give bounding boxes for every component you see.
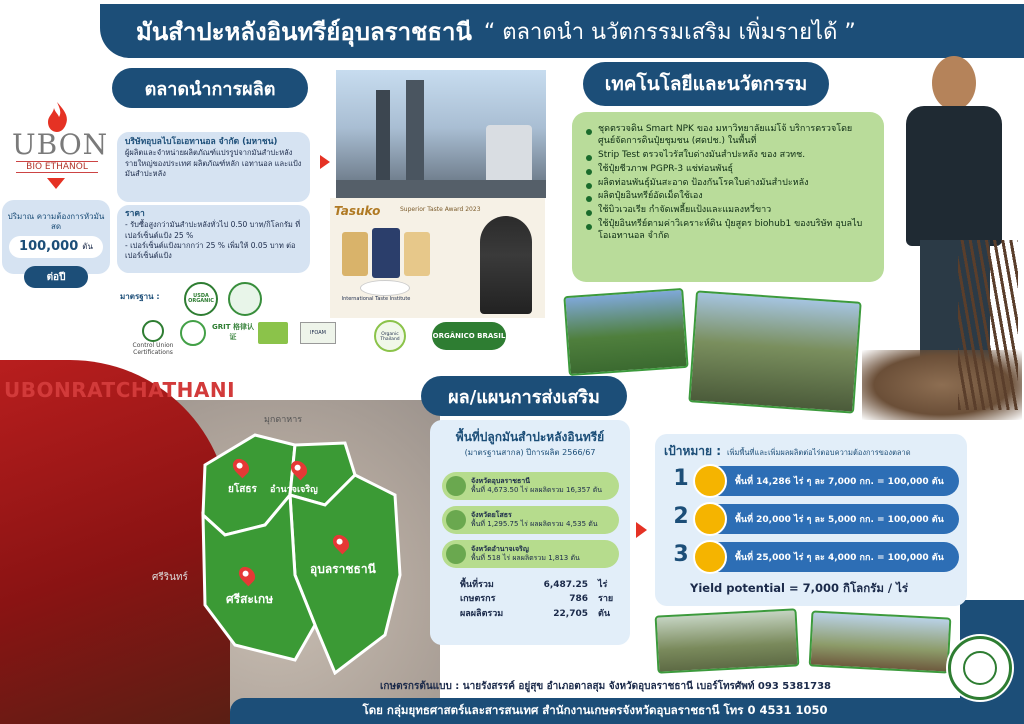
cassava-plant-icon xyxy=(446,544,466,564)
factory-tower xyxy=(376,90,390,190)
goal-row: พื้นที่ 25,000 ไร่ ๆ ละ 4,000 กก. = 100,000 ตัน xyxy=(697,542,959,572)
leaf-cert-icon xyxy=(180,320,206,346)
bullet-icon xyxy=(586,155,592,161)
area-subtitle: (มาตรฐานสากล) ปีการผลิต 2566/67 xyxy=(464,448,596,457)
farmer-cassava-icon xyxy=(693,502,727,536)
price-title: ราคา xyxy=(125,209,145,219)
organic-seal-logo xyxy=(228,282,262,316)
usda-organic-logo: USDA ORGANIC xyxy=(184,282,218,316)
price-box xyxy=(117,205,310,273)
organic-thailand-logo: Organic Thailand xyxy=(374,320,406,352)
product-bowl xyxy=(360,280,410,296)
red-arrow-right-icon xyxy=(320,155,330,169)
north-province-label: มุกดาหาร xyxy=(264,415,303,425)
yield-potential: Yield potential = 7,000 กิโลกรัม / ไร่ xyxy=(690,581,909,595)
logo-sub: BIO ETHANOL xyxy=(16,161,98,173)
totals-row: ผลผลิตรวม 22,705 ตัน xyxy=(460,608,610,619)
goal-heading: เป้าหมาย : xyxy=(664,444,722,458)
field-activity-photo-1 xyxy=(563,288,688,376)
area-title: พื้นที่ปลูกมันสำปะหลังอินทรีย์ xyxy=(455,430,605,444)
goal-number: 2 xyxy=(673,504,689,529)
tasuko-logo: Tasuko xyxy=(334,204,381,218)
factory-tower xyxy=(406,80,424,190)
tech-item: ใช้ปุ๋ยชีวภาพ PGPR-3 แช่ท่อนพันธุ์ xyxy=(586,164,870,176)
goal-row: พื้นที่ 14,286 ไร่ ๆ ละ 7,000 กก. = 100,000 ตัน xyxy=(697,466,959,496)
results-heading: ผล/แผนการส่งเสริม xyxy=(421,376,627,416)
red-arrow-right-icon xyxy=(636,522,647,538)
company-box xyxy=(117,132,310,202)
demand-label: ปริมาณ ความต้องการหัวมันสด xyxy=(7,212,105,232)
seal-inner xyxy=(963,651,997,685)
product-bag-2 xyxy=(372,228,400,278)
farmer-cassava-icon xyxy=(693,540,727,574)
organico-brasil-logo: ORGÂNICO BRASIL xyxy=(432,322,506,350)
factory-ground xyxy=(336,180,546,198)
tasuko-product-panel xyxy=(330,198,545,318)
taste-institute-badge: International Taste Institute xyxy=(341,296,411,302)
tech-item: ใช้ปุ๋ยอินทรีย์ตามค่าวิเคราะห์ดิน ปุ๋ยสูตร biohub1 ของบริษัท อุบลไบโอเอทานอล จำกัด xyxy=(586,219,870,243)
demand-unit: ตัน xyxy=(82,242,93,252)
totals-row: พื้นที่รวม 6,487.25 ไร่ xyxy=(460,580,608,590)
totals-table xyxy=(460,578,620,621)
official-body xyxy=(906,106,1002,246)
header-title-main: มันสำปะหลังอินทรีย์อุบลราชธานี xyxy=(136,17,472,46)
control-union-icon xyxy=(142,320,164,342)
official-head xyxy=(932,56,976,110)
city-label: UBONRATCHATHANI xyxy=(4,378,236,402)
demand-period-pill: ต่อปี xyxy=(24,266,88,288)
ubon-bio-ethanol-logo xyxy=(12,100,109,190)
demand-box xyxy=(2,200,110,274)
province-label-sisaket: ศรีสะเกษ xyxy=(226,592,274,606)
tech-item: ผลิตปุ๋ยอินทรีย์อัดเม็ดใช้เอง xyxy=(586,191,870,203)
tech-item: ใช้บิวเวอเรีย กำจัดเพลี้ยแป้งและแมลงหวี่ขาว xyxy=(586,205,870,217)
bullet-icon xyxy=(586,210,592,216)
tech-list-box xyxy=(572,112,884,282)
province-name: จังหวัดยโสธร xyxy=(471,511,512,520)
footer-farmer-line: เกษตรกรต้นแบบ : นายรังสรรค์ อยู่สุข อำเภอตาลสุม จังหวัดอุบลราชธานี เบอร์โทรศัพท์ 093 5381738 xyxy=(380,681,831,692)
province-label-yasothon: ยโสธร xyxy=(228,484,257,495)
product-bag-1 xyxy=(342,232,368,276)
tech-item: Strip Test ตรวจไวรัสใบด่างมันสำปะหลัง ของ สวทช. xyxy=(586,150,870,162)
bullet-icon xyxy=(586,183,592,189)
bullet-icon xyxy=(586,224,592,230)
control-union-logo xyxy=(118,320,188,360)
province-name: จังหวัดอำนาจเจริญ xyxy=(471,545,529,554)
executive-portrait xyxy=(480,216,532,314)
factory-tank xyxy=(486,125,532,187)
logo-word: UBON xyxy=(12,128,109,161)
eu-organic-logo xyxy=(258,322,288,344)
province-row-amnat xyxy=(442,540,619,568)
province-detail: พื้นที่ 518 ไร่ ผลผลิตรวม 1,813 ตัน xyxy=(471,554,580,562)
cassava-plant-icon xyxy=(446,510,466,530)
goal-heading-row xyxy=(664,442,911,461)
agency-seal xyxy=(948,636,1012,700)
goal-row: พื้นที่ 20,000 ไร่ ๆ ละ 5,000 กก. = 100,000 ตัน xyxy=(697,504,959,534)
cassava-plant-icon xyxy=(446,476,466,496)
province-name: จังหวัดอุบลราชธานี xyxy=(471,477,530,486)
factory-photo xyxy=(336,70,546,198)
demand-value: 100,000 xyxy=(19,239,79,255)
bullet-icon xyxy=(586,169,592,175)
control-union-text: Control Union Certifications xyxy=(132,342,174,356)
product-bag-3 xyxy=(404,232,430,276)
bottom-photo-2 xyxy=(809,610,952,673)
footer-org-text: โดย กลุ่มยุทธศาสตร์และสารสนเทศ สำนักงานเกษตรจังหวัดอุบลราชธานี โทร 0 4531 1050 xyxy=(362,703,828,717)
footer-org-bar xyxy=(230,698,960,724)
province-label-amnat: อำนาจเจริญ xyxy=(270,485,318,495)
price-line-1: - รับซื้อสูงกว่ามันสำปะหลังทั่วไป 0.50 บาท/กิโลกรัม ที่เปอร์เซ็นต์แป้ง 25 % xyxy=(125,220,301,240)
province-detail: พื้นที่ 1,295.75 ไร่ ผลผลิตรวม 4,535 ตัน xyxy=(471,520,598,528)
farmer-cassava-icon xyxy=(693,464,727,498)
area-panel xyxy=(430,420,630,645)
goal-number: 1 xyxy=(673,466,689,491)
red-arrow-down-icon xyxy=(47,178,65,189)
cassava-stems xyxy=(958,240,1018,410)
tech-item: ชุดตรวจดิน Smart NPK ของ มหาวิทยาลัยแม่โจ้ บริการตรวจโดย ศูนย์จัดการดินปุ๋ยชุมชน (ศดปช.) ในพื้นที่ xyxy=(586,124,870,148)
standard-label: มาตรฐาน : xyxy=(120,292,160,301)
ifoam-logo: IFOAM xyxy=(300,322,336,344)
header-title-quote: “ ตลาดนำ นวัตกรรมเสริม เพิ่มรายได้ ” xyxy=(483,19,856,45)
tech-heading: เทคโนโลยีและนวัตกรรม xyxy=(583,62,829,106)
field-activity-photo-2 xyxy=(688,290,861,413)
official-with-cassava-photo xyxy=(862,50,1024,440)
province-row-yasothon xyxy=(442,506,619,534)
company-title: บริษัทอุบลไบโอเอทานอล จำกัด (มหาชน) xyxy=(125,137,278,147)
grit-logo: GRIT 格律认证 xyxy=(212,323,254,341)
province-label-ubon: อุบลราชธานี xyxy=(310,562,376,576)
tasuko-award-text: Superior Taste Award 2023 xyxy=(400,206,481,213)
price-line-2: - เปอร์เซ็นต์แป้งมากกว่า 25 % เพิ่มให้ 0.05 บาท ต่อเปอร์เซ็นต์แป้ง xyxy=(125,240,296,260)
bullet-icon xyxy=(586,129,592,135)
market-heading: ตลาดนำการผลิต xyxy=(112,68,308,108)
tech-item: ผลิตท่อนพันธุ์มันสะอาด ป้องกันโรคใบด่างมันสำปะหลัง xyxy=(586,178,870,190)
goal-desc: เพิ่มพื้นที่และเพิ่มผลผลิตต่อไร่ตอบความต้องการของตลาด xyxy=(727,448,911,457)
province-detail: พื้นที่ 4,673.50 ไร่ ผลผลิตรวม 16,357 ตัน xyxy=(471,486,603,494)
company-desc: ผู้ผลิตและจำหน่ายผลิตภัณฑ์แปรรูปจากมันสำปะหลังรายใหญ่ของประเทศ ผลิตภัณฑ์หลัก เอทานอล และแป้งมันสำปะหลัง xyxy=(125,148,302,178)
province-row-ubon xyxy=(442,472,619,500)
goal-number: 3 xyxy=(673,542,689,567)
bullet-icon xyxy=(586,196,592,202)
south-province-label: ศรีรินทร์ xyxy=(152,572,188,583)
demand-value-pill xyxy=(9,236,103,258)
totals-row: เกษตรกร 786 ราย xyxy=(460,594,614,605)
bottom-photo-1 xyxy=(655,608,800,673)
